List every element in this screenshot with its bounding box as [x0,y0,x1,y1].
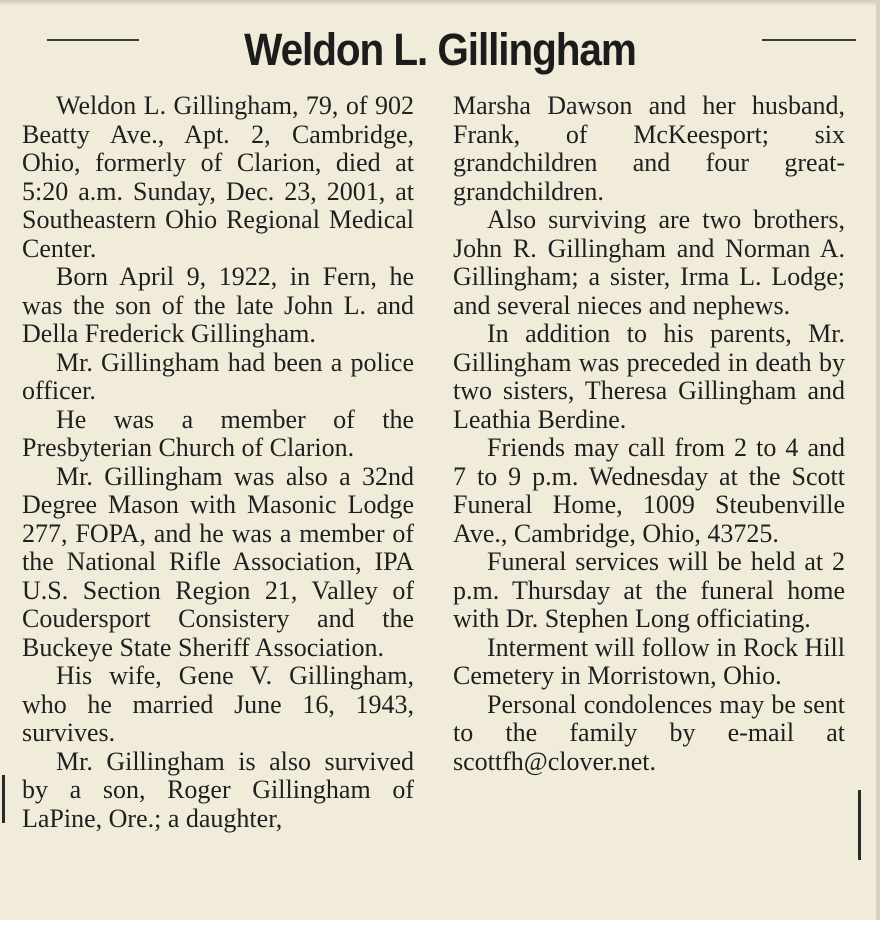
article-paragraph: His wife, Gene V. Gillingham, who he married June 16, 1943, survives. [22,661,414,747]
article-paragraph: Also surviving are two brothers, John R. Gillingham and Norman A. Gillingham; a sister, Irma L. Lodge; and several nieces and nephews. [453,205,845,320]
article-paragraph: Mr. Gillingham is also survived by a son, Roger Gillingham of LaPine, Ore.; a daughter, [22,746,414,833]
article-paragraph-continued: Marsha Dawson and her husband, Frank, of McKeesport; six grandchildren and four great-grandchildren. [453,91,845,206]
article-paragraph: He was a member of the Presbyterian Church of Clarion. [22,404,414,462]
article-paragraph: Friends may call from 2 to 4 and 7 to 9 p.m. Wednesday at the Scott Funeral Home, 1009 Steubenville Ave., Cambridge, Ohio, 43725. [453,433,845,548]
article-column-left [22,92,414,833]
article-paragraph: Mr. Gillingham was also a 32nd Degree Mason with Masonic Lodge 277, FOPA, and he was a member of the National Rifle Association, IPA U.S. Section Region 21, Valley of Coudersport Consistery and the Buckeye State Sheriff Association. [22,461,414,662]
article-paragraph: Born April 9, 1922, in Fern, he was the son of the late John L. and Della Frederick Gillingham. [22,262,414,348]
scan-mark-left [2,775,5,823]
clipping-right-edge [876,0,880,920]
article-paragraph: Funeral services will be held at 2 p.m. Thursday at the funeral home with Dr. Stephen Long officiating. [453,547,845,633]
article-paragraph: In addition to his parents, Mr. Gillingham was preceded in death by two sisters, Theresa Gillingham and Leathia Berdine. [453,319,845,434]
article-paragraph: Personal condolences may be sent to the family by e-mail at scottfh@clover.net. [453,689,845,776]
clipping-top-edge [0,0,880,6]
article-paragraph: Weldon L. Gillingham, 79, of 902 Beatty Ave., Apt. 2, Cambridge, Ohio, formerly of Clarion, died at 5:20 a.m. Sunday, Dec. 23, 2001, at Southeastern Ohio Regional Medical Center. [22,91,414,263]
article-paragraph: Mr. Gillingham had been a police officer. [22,347,414,405]
article-paragraph: Interment will follow in Rock Hill Cemetery in Morristown, Ohio. [453,632,845,690]
scan-mark-right [858,790,861,860]
obituary-headline: Weldon L. Gillingham [244,24,636,75]
article-column-right [453,92,845,776]
